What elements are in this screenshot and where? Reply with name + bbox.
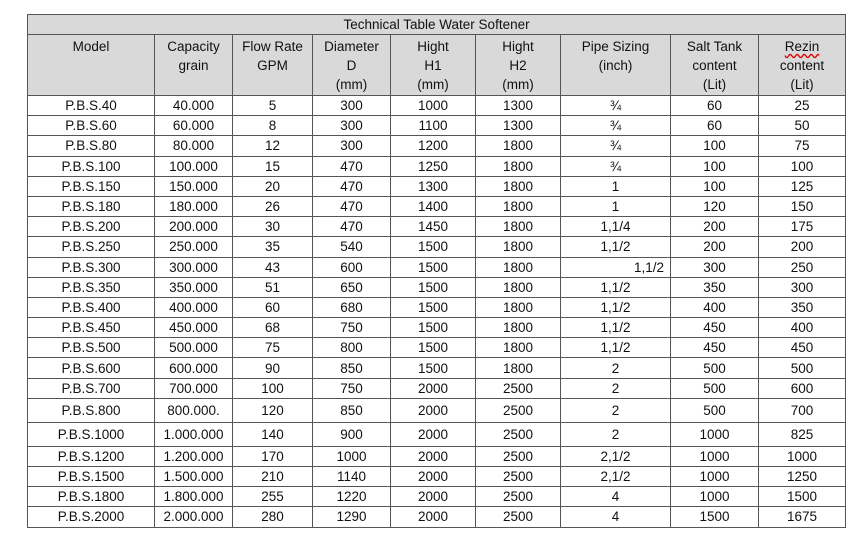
cell-salt-tank: 100 [671, 156, 759, 176]
cell-flow-rate: 8 [233, 116, 313, 136]
cell-height-h1: 2000 [391, 487, 476, 507]
cell-model: P.B.S.1800 [28, 487, 155, 507]
cell-diameter: 1140 [313, 467, 391, 487]
cell-rezin: 200 [759, 237, 846, 257]
table-row [28, 217, 846, 237]
cell-height-h1: 1000 [391, 96, 476, 116]
table-row [28, 398, 846, 422]
water-softener-table [27, 14, 846, 528]
cell-diameter: 540 [313, 237, 391, 257]
table-row [28, 422, 846, 446]
cell-salt-tank: 500 [671, 378, 759, 398]
table-row [28, 358, 846, 378]
cell-flow-rate: 100 [233, 378, 313, 398]
cell-model: P.B.S.300 [28, 257, 155, 277]
cell-height-h2: 1800 [476, 318, 561, 338]
technical-table-container [27, 14, 846, 528]
cell-salt-tank: 400 [671, 297, 759, 317]
cell-diameter: 750 [313, 318, 391, 338]
cell-height-h1: 1250 [391, 156, 476, 176]
column-header-line: H2 [509, 58, 527, 73]
cell-flow-rate: 68 [233, 318, 313, 338]
column-header-line: Salt Tank [686, 39, 743, 54]
cell-model: P.B.S.80 [28, 136, 155, 156]
column-header-line: GPM [257, 58, 288, 73]
cell-rezin: 300 [759, 277, 846, 297]
cell-salt-tank: 450 [671, 338, 759, 358]
column-header-line: Capacity [167, 39, 220, 54]
cell-pipe-sizing: 2,1/2 [561, 446, 671, 466]
cell-pipe-sizing: 2,1/2 [561, 467, 671, 487]
cell-model: P.B.S.250 [28, 237, 155, 257]
cell-pipe-sizing: 1,1/2 [561, 237, 671, 257]
cell-flow-rate: 210 [233, 467, 313, 487]
column-header-line: Flow Rate [242, 39, 303, 54]
cell-salt-tank: 120 [671, 196, 759, 216]
cell-salt-tank: 100 [671, 176, 759, 196]
cell-capacity: 350.000 [155, 277, 233, 297]
cell-rezin: 50 [759, 116, 846, 136]
column-header-line: (Lit) [702, 77, 727, 92]
cell-salt-tank: 450 [671, 318, 759, 338]
cell-salt-tank: 1000 [671, 422, 759, 446]
cell-diameter: 470 [313, 176, 391, 196]
column-header-line: (mm) [335, 77, 368, 92]
cell-diameter: 900 [313, 422, 391, 446]
table-row [28, 487, 846, 507]
cell-height-h2: 1800 [476, 277, 561, 297]
cell-capacity: 2.000.000 [155, 507, 233, 527]
cell-height-h1: 2000 [391, 446, 476, 466]
cell-height-h1: 1300 [391, 176, 476, 196]
cell-model: P.B.S.200 [28, 217, 155, 237]
cell-diameter: 750 [313, 378, 391, 398]
cell-model: P.B.S.450 [28, 318, 155, 338]
cell-flow-rate: 20 [233, 176, 313, 196]
column-header-salt-tank [671, 35, 759, 96]
cell-flow-rate: 120 [233, 398, 313, 422]
cell-model: P.B.S.600 [28, 358, 155, 378]
table-row [28, 237, 846, 257]
column-header-height-h1 [391, 35, 476, 96]
cell-pipe-sizing: ¾ [561, 136, 671, 156]
column-header-line: grain [178, 58, 209, 73]
cell-height-h1: 1500 [391, 318, 476, 338]
column-header-pipe-sizing [561, 35, 671, 96]
cell-height-h1: 1500 [391, 338, 476, 358]
cell-pipe-sizing: 4 [561, 507, 671, 527]
column-header-line: D [346, 58, 357, 73]
cell-salt-tank: 60 [671, 116, 759, 136]
column-header-line: content [779, 58, 825, 73]
cell-model: P.B.S.700 [28, 378, 155, 398]
cell-model: P.B.S.40 [28, 96, 155, 116]
column-header-line: Diameter [324, 39, 379, 54]
cell-height-h2: 1800 [476, 257, 561, 277]
cell-rezin: 825 [759, 422, 846, 446]
cell-salt-tank: 500 [671, 358, 759, 378]
cell-height-h2: 1800 [476, 176, 561, 196]
cell-height-h2: 1800 [476, 358, 561, 378]
column-header-line: content [692, 58, 737, 73]
cell-height-h2: 1800 [476, 237, 561, 257]
cell-diameter: 300 [313, 96, 391, 116]
cell-height-h2: 2500 [476, 378, 561, 398]
column-header-line: Rezin [784, 39, 820, 54]
cell-height-h1: 1500 [391, 237, 476, 257]
cell-capacity: 600.000 [155, 358, 233, 378]
table-row [28, 446, 846, 466]
cell-rezin: 1250 [759, 467, 846, 487]
column-header-capacity [155, 35, 233, 96]
table-row [28, 467, 846, 487]
cell-pipe-sizing: 2 [561, 422, 671, 446]
cell-pipe-sizing: 2 [561, 358, 671, 378]
cell-pipe-sizing: 1,1/2 [561, 257, 671, 277]
cell-capacity: 1.800.000 [155, 487, 233, 507]
cell-flow-rate: 12 [233, 136, 313, 156]
column-header-line: Pipe Sizing [581, 39, 650, 54]
column-header-line: (mm) [502, 77, 534, 92]
cell-flow-rate: 43 [233, 257, 313, 277]
cell-diameter: 680 [313, 297, 391, 317]
cell-diameter: 600 [313, 257, 391, 277]
cell-capacity: 40.000 [155, 96, 233, 116]
cell-model: P.B.S.350 [28, 277, 155, 297]
cell-capacity: 80.000 [155, 136, 233, 156]
cell-diameter: 1290 [313, 507, 391, 527]
cell-model: P.B.S.180 [28, 196, 155, 216]
cell-salt-tank: 300 [671, 257, 759, 277]
table-body [28, 96, 846, 528]
cell-height-h2: 1800 [476, 297, 561, 317]
cell-capacity: 1.000.000 [155, 422, 233, 446]
cell-salt-tank: 200 [671, 217, 759, 237]
cell-height-h1: 2000 [391, 467, 476, 487]
cell-pipe-sizing: 2 [561, 378, 671, 398]
cell-capacity: 500.000 [155, 338, 233, 358]
cell-diameter: 850 [313, 398, 391, 422]
cell-height-h2: 1800 [476, 217, 561, 237]
cell-model: P.B.S.400 [28, 297, 155, 317]
cell-height-h1: 2000 [391, 378, 476, 398]
cell-flow-rate: 35 [233, 237, 313, 257]
cell-model: P.B.S.1000 [28, 422, 155, 446]
cell-flow-rate: 26 [233, 196, 313, 216]
cell-capacity: 1.200.000 [155, 446, 233, 466]
cell-height-h2: 1300 [476, 96, 561, 116]
cell-pipe-sizing: 4 [561, 487, 671, 507]
cell-model: P.B.S.800 [28, 398, 155, 422]
cell-model: P.B.S.1200 [28, 446, 155, 466]
cell-pipe-sizing: 1,1/2 [561, 318, 671, 338]
cell-rezin: 100 [759, 156, 846, 176]
cell-diameter: 850 [313, 358, 391, 378]
cell-capacity: 800.000. [155, 398, 233, 422]
cell-capacity: 180.000 [155, 196, 233, 216]
table-row [28, 277, 846, 297]
cell-diameter: 800 [313, 338, 391, 358]
cell-capacity: 300.000 [155, 257, 233, 277]
cell-height-h2: 2500 [476, 467, 561, 487]
cell-rezin: 1500 [759, 487, 846, 507]
cell-salt-tank: 1000 [671, 467, 759, 487]
table-row [28, 156, 846, 176]
cell-height-h2: 2500 [476, 446, 561, 466]
cell-height-h2: 1800 [476, 338, 561, 358]
cell-pipe-sizing: 2 [561, 398, 671, 422]
cell-flow-rate: 90 [233, 358, 313, 378]
cell-height-h2: 1800 [476, 136, 561, 156]
cell-rezin: 150 [759, 196, 846, 216]
cell-flow-rate: 5 [233, 96, 313, 116]
cell-diameter: 650 [313, 277, 391, 297]
cell-model: P.B.S.1500 [28, 467, 155, 487]
cell-model: P.B.S.60 [28, 116, 155, 136]
cell-capacity: 450.000 [155, 318, 233, 338]
column-header-line: (mm) [417, 77, 449, 92]
cell-diameter: 470 [313, 156, 391, 176]
cell-rezin: 600 [759, 378, 846, 398]
cell-flow-rate: 140 [233, 422, 313, 446]
table-row [28, 176, 846, 196]
cell-rezin: 250 [759, 257, 846, 277]
cell-capacity: 60.000 [155, 116, 233, 136]
cell-height-h1: 1500 [391, 277, 476, 297]
cell-salt-tank: 100 [671, 136, 759, 156]
column-header-line: Hight [502, 39, 534, 54]
column-header-flow-rate [233, 35, 313, 96]
cell-height-h1: 1100 [391, 116, 476, 136]
cell-diameter: 1000 [313, 446, 391, 466]
cell-diameter: 470 [313, 196, 391, 216]
cell-diameter: 470 [313, 217, 391, 237]
cell-flow-rate: 51 [233, 277, 313, 297]
cell-salt-tank: 1500 [671, 507, 759, 527]
cell-capacity: 700.000 [155, 378, 233, 398]
cell-capacity: 150.000 [155, 176, 233, 196]
cell-pipe-sizing: 1 [561, 176, 671, 196]
table-row [28, 338, 846, 358]
table-row [28, 116, 846, 136]
cell-rezin: 75 [759, 136, 846, 156]
cell-pipe-sizing: 1,1/2 [561, 277, 671, 297]
cell-height-h2: 2500 [476, 422, 561, 446]
table-title: Technical Table Water Softener [28, 15, 846, 35]
column-header-height-h2 [476, 35, 561, 96]
column-header-line: Model [72, 39, 110, 54]
cell-capacity: 250.000 [155, 237, 233, 257]
cell-flow-rate: 170 [233, 446, 313, 466]
cell-salt-tank: 1000 [671, 487, 759, 507]
table-row [28, 297, 846, 317]
table-row [28, 136, 846, 156]
cell-height-h1: 1200 [391, 136, 476, 156]
cell-rezin: 25 [759, 96, 846, 116]
cell-salt-tank: 60 [671, 96, 759, 116]
cell-height-h1: 1400 [391, 196, 476, 216]
cell-model: P.B.S.2000 [28, 507, 155, 527]
column-header-line: (Lit) [790, 77, 814, 92]
cell-height-h1: 2000 [391, 398, 476, 422]
cell-height-h2: 1800 [476, 196, 561, 216]
cell-pipe-sizing: 1,1/2 [561, 297, 671, 317]
table-row [28, 96, 846, 116]
table-row [28, 507, 846, 527]
cell-salt-tank: 200 [671, 237, 759, 257]
cell-flow-rate: 60 [233, 297, 313, 317]
cell-diameter: 300 [313, 136, 391, 156]
cell-rezin: 400 [759, 318, 846, 338]
cell-height-h2: 2500 [476, 398, 561, 422]
cell-flow-rate: 255 [233, 487, 313, 507]
cell-height-h2: 1800 [476, 156, 561, 176]
cell-height-h2: 1300 [476, 116, 561, 136]
cell-flow-rate: 15 [233, 156, 313, 176]
table-row [28, 257, 846, 277]
cell-diameter: 300 [313, 116, 391, 136]
cell-model: P.B.S.100 [28, 156, 155, 176]
cell-capacity: 1.500.000 [155, 467, 233, 487]
cell-rezin: 500 [759, 358, 846, 378]
cell-height-h1: 2000 [391, 507, 476, 527]
cell-pipe-sizing: 1 [561, 196, 671, 216]
cell-height-h1: 1500 [391, 257, 476, 277]
table-row [28, 196, 846, 216]
cell-height-h1: 1500 [391, 297, 476, 317]
cell-flow-rate: 75 [233, 338, 313, 358]
cell-rezin: 1000 [759, 446, 846, 466]
cell-height-h1: 2000 [391, 422, 476, 446]
cell-pipe-sizing: ¾ [561, 116, 671, 136]
column-header-rezin [759, 35, 846, 96]
cell-height-h2: 2500 [476, 487, 561, 507]
column-header-line: (inch) [598, 58, 633, 73]
cell-pipe-sizing: ¾ [561, 156, 671, 176]
cell-pipe-sizing: ¾ [561, 96, 671, 116]
column-header-model [28, 35, 155, 96]
column-header-line: H1 [424, 58, 442, 73]
cell-model: P.B.S.150 [28, 176, 155, 196]
cell-rezin: 175 [759, 217, 846, 237]
cell-rezin: 1675 [759, 507, 846, 527]
cell-salt-tank: 350 [671, 277, 759, 297]
cell-height-h2: 2500 [476, 507, 561, 527]
column-header-diameter [313, 35, 391, 96]
cell-rezin: 350 [759, 297, 846, 317]
cell-diameter: 1220 [313, 487, 391, 507]
cell-flow-rate: 280 [233, 507, 313, 527]
cell-capacity: 400.000 [155, 297, 233, 317]
cell-height-h1: 1450 [391, 217, 476, 237]
cell-capacity: 200.000 [155, 217, 233, 237]
cell-rezin: 700 [759, 398, 846, 422]
cell-capacity: 100.000 [155, 156, 233, 176]
cell-height-h1: 1500 [391, 358, 476, 378]
cell-salt-tank: 500 [671, 398, 759, 422]
cell-rezin: 125 [759, 176, 846, 196]
cell-pipe-sizing: 1,1/2 [561, 338, 671, 358]
cell-rezin: 450 [759, 338, 846, 358]
cell-salt-tank: 1000 [671, 446, 759, 466]
table-row [28, 378, 846, 398]
header-row [28, 35, 846, 96]
cell-model: P.B.S.500 [28, 338, 155, 358]
cell-pipe-sizing: 1,1/4 [561, 217, 671, 237]
column-header-line: Hight [417, 39, 449, 54]
cell-flow-rate: 30 [233, 217, 313, 237]
table-row [28, 318, 846, 338]
